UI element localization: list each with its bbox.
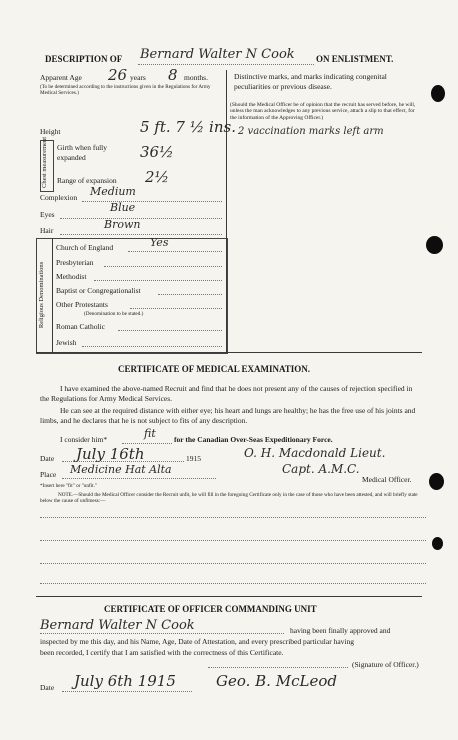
unfit-cause-line-4 <box>40 583 426 584</box>
medical-officer-signature: O. H. Macdonald Lieut. <box>244 446 386 460</box>
religion-line-1 <box>128 251 222 252</box>
religion-line-2 <box>104 266 222 267</box>
punch-hole-lower-mid <box>429 473 444 490</box>
religion-divider <box>52 238 53 352</box>
medical-year-prefix: 191 <box>186 454 198 463</box>
religion-presbyterian: Presbyterian <box>56 258 94 267</box>
recruit-name-line <box>138 64 314 65</box>
height-value: 5 ft. 7 ½ ins. <box>140 118 236 136</box>
girth-label: Girth when fully expanded <box>57 143 107 162</box>
medical-date-value: July 16th <box>76 445 145 463</box>
distinctive-marks-instruction: (Should the Medical Officer be of opinion that the recruit has served before, he will, unless the man acknowledges to any previous service, attach a slip to that effect, for the information of the Approving Officer.) <box>230 102 416 121</box>
distinctive-marks-heading: Distinctive marks, and marks indicating congenital peculiarities or previous disease. <box>234 72 387 91</box>
religion-church-of-england: Church of England <box>56 243 114 252</box>
religion-line-6 <box>118 330 222 331</box>
medical-note-text: NOTE.—Should the Medical Officer consider the Recruit unfit, he will fill in the foregoing Certificate only in the case of those who have been attested, and will briefly state below the cause of unfitness:— <box>40 492 418 504</box>
religion-jewish: Jewish <box>56 338 77 347</box>
commanding-signature-line <box>208 667 348 668</box>
commanding-signature-label: (Signature of Officer.) <box>352 660 419 669</box>
complexion-line <box>82 201 222 202</box>
eyes-value: Blue <box>110 201 136 214</box>
distinctive-marks-value: 2 vaccination marks left arm <box>238 126 384 137</box>
punch-hole-upper-mid <box>426 236 443 254</box>
description-title-prefix: DESCRIPTION OF <box>45 54 123 64</box>
medical-date-line <box>62 461 184 462</box>
years-label: years <box>130 73 146 82</box>
commanding-certificate-title: CERTIFICATE OF OFFICER COMMANDING UNIT <box>104 604 317 614</box>
religion-line-3 <box>94 280 222 281</box>
age-years-value: 26 <box>108 66 128 84</box>
religion-line-5 <box>130 308 222 309</box>
age-months-value: 8 <box>168 66 178 84</box>
eyes-label: Eyes <box>40 210 55 219</box>
commanding-date-value: July 6th 1915 <box>74 672 176 690</box>
medical-certificate-title: CERTIFICATE OF MEDICAL EXAMINATION. <box>118 364 311 374</box>
insert-fit-note: *Insert here "fit" or "unfit." <box>40 483 98 489</box>
religion-roman-catholic: Roman Catholic <box>56 322 105 331</box>
medical-place-line <box>62 478 216 479</box>
religion-other-protestants: Other Protestants <box>56 300 108 309</box>
hair-value: Brown <box>104 218 141 231</box>
medical-place-value: Medicine Hat Alta <box>70 463 172 476</box>
unfit-cause-line-1 <box>40 517 426 518</box>
consider-suffix: for the Canadian Over-Seas Expeditionary Force. <box>174 435 333 444</box>
commanding-recruit-name: Bernard Walter N Cook <box>40 618 195 633</box>
religion-church-of-england-mark: Yes <box>150 236 169 249</box>
fit-value: fit <box>144 427 156 440</box>
medical-year-value: 5 <box>197 454 201 463</box>
religion-line-4 <box>158 294 222 295</box>
medical-para-2: He can see at the required distance with either eye; his heart and lungs are healthy; he has the free use of his joints and limbs, and he declares that he is not subject to fits of any description. <box>40 406 416 425</box>
section-divider-medical <box>36 352 422 353</box>
range-label: Range of expansion <box>57 176 117 185</box>
commanding-text-2: inspected by me this day, and his Name, Age, Date of Attestation, and every prescribed particular having <box>40 637 355 646</box>
denomination-note: (Denomination to be stated.) <box>84 311 144 317</box>
consider-prefix: I consider him* <box>60 435 108 444</box>
girth-value: 36½ <box>140 143 174 161</box>
recruit-name-header: Bernard Walter N Cook <box>140 47 295 62</box>
religion-methodist: Methodist <box>56 272 87 281</box>
complexion-label: Complexion <box>40 193 78 202</box>
description-title-suffix: ON ENLISTMENT. <box>316 54 394 64</box>
religion-line-7 <box>82 346 222 347</box>
section-divider-commanding <box>36 596 422 597</box>
commanding-text-3: been recorded, I certify that I am satisfied with the correctness of this Certificate. <box>40 648 284 657</box>
unfit-cause-line-3 <box>40 563 426 564</box>
medical-place-label: Place <box>40 470 57 479</box>
medical-date-label: Date <box>40 454 55 463</box>
fit-line <box>122 443 172 444</box>
chest-measurement-label: Chest measurement <box>41 136 48 188</box>
complexion-value: Medium <box>90 185 136 198</box>
commanding-text-1: having been finally approved and <box>290 626 391 635</box>
religion-label: Religious Denominations <box>38 261 45 329</box>
medical-para-1: I have examined the above-named Recruit and find that he does not present any of the causes of rejection specified in the Regulations for Army Medical Services. <box>40 384 413 403</box>
unfit-cause-line-2 <box>40 540 426 541</box>
religion-box <box>36 238 228 354</box>
commanding-officer-signature: Geo. B. McLeod <box>216 672 337 690</box>
religion-baptist: Baptist or Congregationalist <box>56 286 141 295</box>
medical-officer-rank: Capt. A.M.C. <box>282 462 360 476</box>
hair-label: Hair <box>40 226 54 235</box>
hair-line <box>60 234 222 235</box>
punch-hole-top <box>431 85 445 102</box>
medical-year-suffix <box>186 454 201 463</box>
commanding-date-label: Date <box>40 683 55 692</box>
punch-hole-bottom <box>432 537 443 550</box>
commanding-date-line <box>62 691 192 692</box>
eyes-line <box>60 218 222 219</box>
range-value: 2½ <box>145 168 170 186</box>
commanding-name-line <box>40 633 284 634</box>
apparent-age-label: Apparent Age <box>40 73 82 82</box>
height-label: Height <box>40 127 61 136</box>
medical-officer-label: Medical Officer. <box>362 475 412 484</box>
months-label: months. <box>184 73 208 82</box>
age-note: (To be determined according to the instructions given in the Regulations for Army Medical Services.) <box>40 84 211 96</box>
